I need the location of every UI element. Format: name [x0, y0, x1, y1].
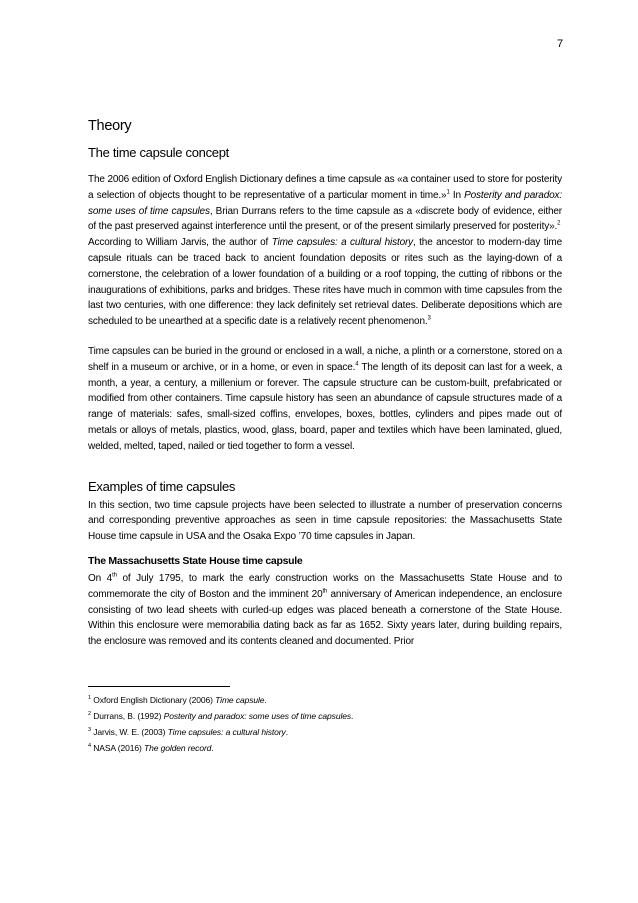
- footnote-number: 3: [88, 727, 91, 734]
- footnote-4: [88, 740, 562, 756]
- paragraph-examples-intro: In this section, two time capsule projects have been selected to illustrate a number of preservation concerns and corresponding preventive approaches as seen in time capsule repositories: the Massachusetts State House time capsule in USA and the Osaka Expo ’70 time capsules in Japan.: [88, 499, 562, 543]
- spacer: [88, 330, 562, 344]
- spacer: [88, 455, 562, 469]
- text: The 2006 edition of Oxford English Dictionary defines a time capsule as «a container used to store for posterity a selection of objects thought to be representative of a particular moment in time.»: [88, 174, 562, 201]
- footnote-number: 4: [88, 743, 91, 750]
- footnote-number: 1: [88, 695, 91, 702]
- footnote-2: [88, 708, 562, 724]
- footnote-title: Time capsules: a cultural history: [167, 727, 286, 737]
- paragraph-massachusetts: [88, 571, 562, 650]
- text: In: [449, 189, 465, 201]
- footnote-title: The golden record: [144, 743, 212, 753]
- footnote-title: Posterity and paradox: some uses of time capsules: [163, 711, 352, 721]
- footnote-title: Time capsule: [215, 695, 265, 705]
- footnote-end: .: [285, 727, 288, 737]
- text: According to William Jarvis, the author of: [88, 237, 272, 249]
- subheading-examples: Examples of time capsules: [88, 478, 236, 494]
- book-title: Time capsules: a cultural history: [271, 237, 414, 249]
- paragraph-history: [88, 235, 562, 330]
- text: The length of its deposit can last for a week, a month, a year, a century, a millenium or forever. The capsule structure can be custom-built, prefabricated or modified from other containers. Time capsule history has seen an abundance of capsule structures made of a range of materials: safes, small-sized coffins, envelopes, boxes, bottles, cylinders and pipes made out of metals or alloys of metals, plastics, wood, glass, board, paper and textiles which have been laminated, glued, welded, melted, taped, nailed or tied together to form a vessel.: [88, 361, 562, 452]
- text: anniversary of American independence, an enclosure consisting of two lead sheets with curled-up edges was placed beneath a cornerstone of the State House. Within this enclosure were memorabilia dating back as far as 1652. Sixty years later, during building repairs, the enclosure was removed and its contents cleaned and documented. Prior: [88, 588, 562, 648]
- footnote-ref: 2: [557, 221, 561, 228]
- text: Time capsules can be buried in the ground or enclosed in a wall, a niche, a plinth or a cornerstone, stored on a shelf in a museum or archive, or in a home, or even in space.: [88, 345, 562, 373]
- footnote-ref: 4: [355, 361, 359, 368]
- footnote-ref: 3: [427, 315, 431, 322]
- footnote-end: .: [351, 711, 354, 721]
- subheading-massachusetts: The Massachusetts State House time capsule: [88, 554, 303, 567]
- ordinal-suffix: th: [112, 572, 117, 579]
- main-content: [88, 118, 562, 650]
- book-title: Posterity and paradox: some uses of time capsules: [88, 189, 563, 217]
- footnote-text: Durrans, B. (1992): [93, 711, 164, 721]
- footnote-text: Jarvis, W. E. (2003): [93, 727, 168, 737]
- subheading-time-capsule-concept: The time capsule concept: [88, 145, 229, 160]
- footnotes: [88, 686, 562, 756]
- spacer: [88, 469, 562, 479]
- paragraph-structures: [88, 344, 562, 455]
- footnote-ref: 1: [446, 189, 450, 196]
- footnote-text: NASA (2016): [93, 743, 145, 753]
- ordinal-suffix: th: [322, 588, 328, 595]
- text: On 4: [88, 572, 113, 584]
- footnote-3: [88, 724, 562, 740]
- footnote-1: [88, 692, 562, 708]
- footnote-number: 2: [88, 711, 91, 718]
- text: of July 1795, to mark the early construction works on the Massachusetts State House and to commemorate the city of Boston and the imminent 20: [88, 572, 562, 600]
- page-number: 7: [557, 38, 564, 50]
- paragraph-definition: [88, 172, 562, 235]
- text: , the ancestor to modern-day time capsule rituals can be traced back to ancient foundation deposits or rites such as the laying-down of a cornerstone, the celebration of a lower foundation of a building or a roof topping, the cutting of ribbons or the inaugurations of exhibitions, parks and bridges. These rites have much in common with time capsules from the last two centuries, with one difference: they lack definitely set retrieval dates. Deliberate depositions which are scheduled to be unearthed at a specific date is a relatively recent phenomenon.: [88, 237, 562, 328]
- footnote-text: Oxford English Dictionary (2006): [93, 695, 216, 705]
- spacer: [88, 545, 562, 555]
- footnote-end: .: [264, 695, 267, 705]
- text: , Brian Durrans refers to the time capsule as a «discrete body of evidence, either of the past preserved against interference until the present, or of the present similarly preserved for posterity».: [88, 205, 562, 233]
- footnote-divider: [88, 686, 230, 687]
- section-heading-theory: Theory: [88, 118, 132, 134]
- footnote-end: .: [211, 743, 214, 753]
